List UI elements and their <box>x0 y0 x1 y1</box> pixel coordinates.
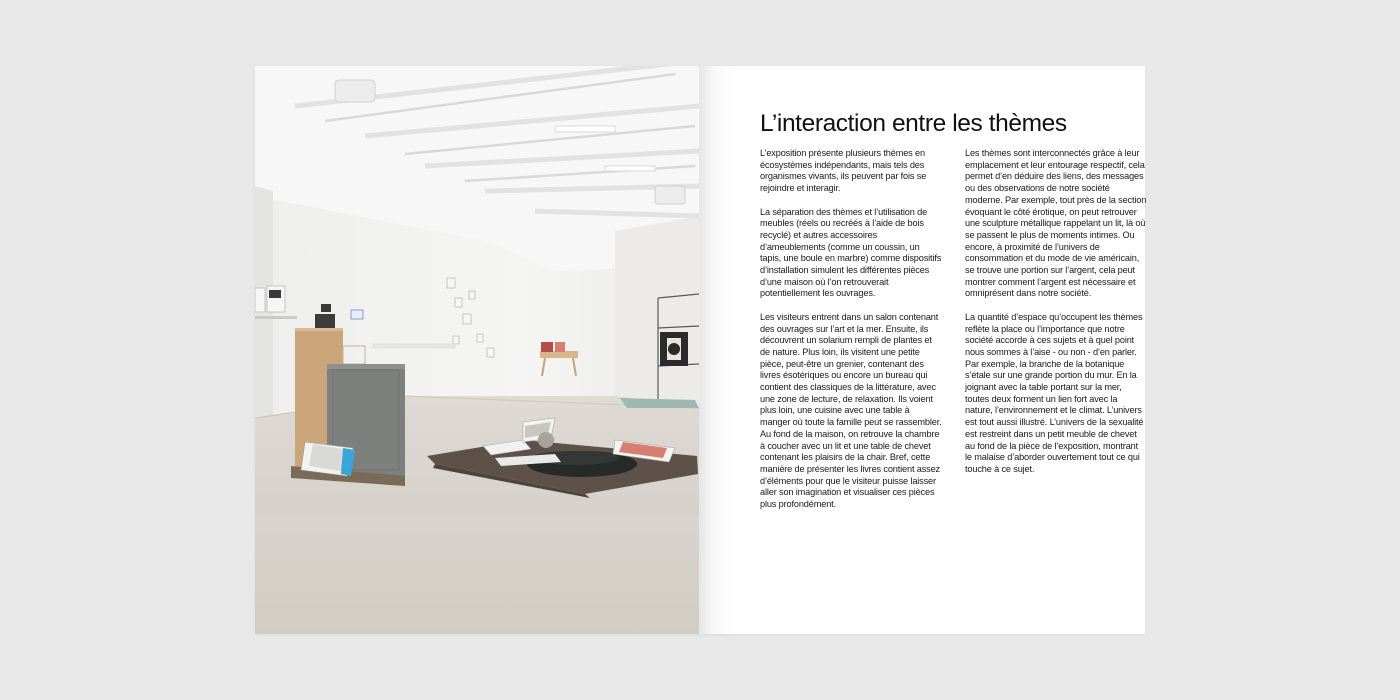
paragraph: Les visiteurs entrent dans un salon contenant des ouvrages sur l’art et la mer. Ensuite, ils découvrent un solarium rempli de plantes et de nature. Plus loin, ils visitent une petite pièce, peut-être un grenier, contenant des livres ésotériques ou encore un bureau qui contient des classiques de la littérature, avec une zone de lecture, de relaxation. Ils voient plus loin, une cuisine avec une table à manger où toute la famille peut se rassembler. Au fond de la maison, on retrouve la chambre à coucher avec un lit et une table de chevet contenant les plaisirs de la chair. Bref, cette manière de présenter les livres contient assez d’éléments pour que le visiteur puisse laisser aller son imagination et visualiser ces pièces plus profondément. <box>760 311 942 510</box>
paragraph: Les thèmes sont interconnectés grâce à leur emplacement et leur entourage respectif, cela permet d’en déduire des liens, des messages ou des observations de notre société moderne. Par exemple, tout près de la section évoquant le côté érotique, on peut retrouver une sculpture métallique rappelant un lit, là où se passent le plus de moments intimes. Ou encore, à proximité de l’univers de consommation et du mode de vie américain, se trouve une portion sur l’argent, cela peut montrer comment l’argent est nécessaire et omniprésent dans notre société. <box>965 148 1147 299</box>
paragraph: L’exposition présente plusieurs thèmes en écosystèmes indépendants, mais tels des organismes vivants, ils peuvent par fois se rejoindre et interagir. <box>760 148 927 194</box>
exhibition-gallery-photo <box>255 66 699 634</box>
photo-page <box>255 66 699 634</box>
text-page <box>699 66 1145 634</box>
paragraph: La séparation des thèmes et l’utilisation de meubles (réels ou recréés à l’aide de bois recyclé) et autres accessoires d’ameublements (comme un coussin, un tapis, une boule en marbre) comme dispositifs d’installation simulent les différentes pièces d’une maison où l’on retrouverait potentiellement les ouvrages. <box>760 206 942 299</box>
paragraph: La quantité d’espace qu’occupent les thèmes reflète la place ou l’importance que notre société accorde à ces sujets et à quel point nous sommes à l’aise - ou non - d’en parler. Par exemple, la branche de la botanique s’étale sur une grande portion du mur. En la joignant avec la table portant sur la mer, toutes deux forment un lien fort avec la nature, l’environnement et le climat. L’univers est tout aussi illustré. L’univers de la sexualité est restreint dans un petit meuble de chevet au fond de la pièce de l’exposition, montrant le malaise d’aborder ouvertement tout ce qui touche à ce sujet. <box>965 311 1144 474</box>
book-spread <box>255 66 1145 634</box>
page-gutter-shadow <box>699 66 733 634</box>
text-column-left <box>760 148 942 522</box>
text-column-right <box>965 148 1147 487</box>
page-title: L’interaction entre les thèmes <box>760 110 1067 137</box>
